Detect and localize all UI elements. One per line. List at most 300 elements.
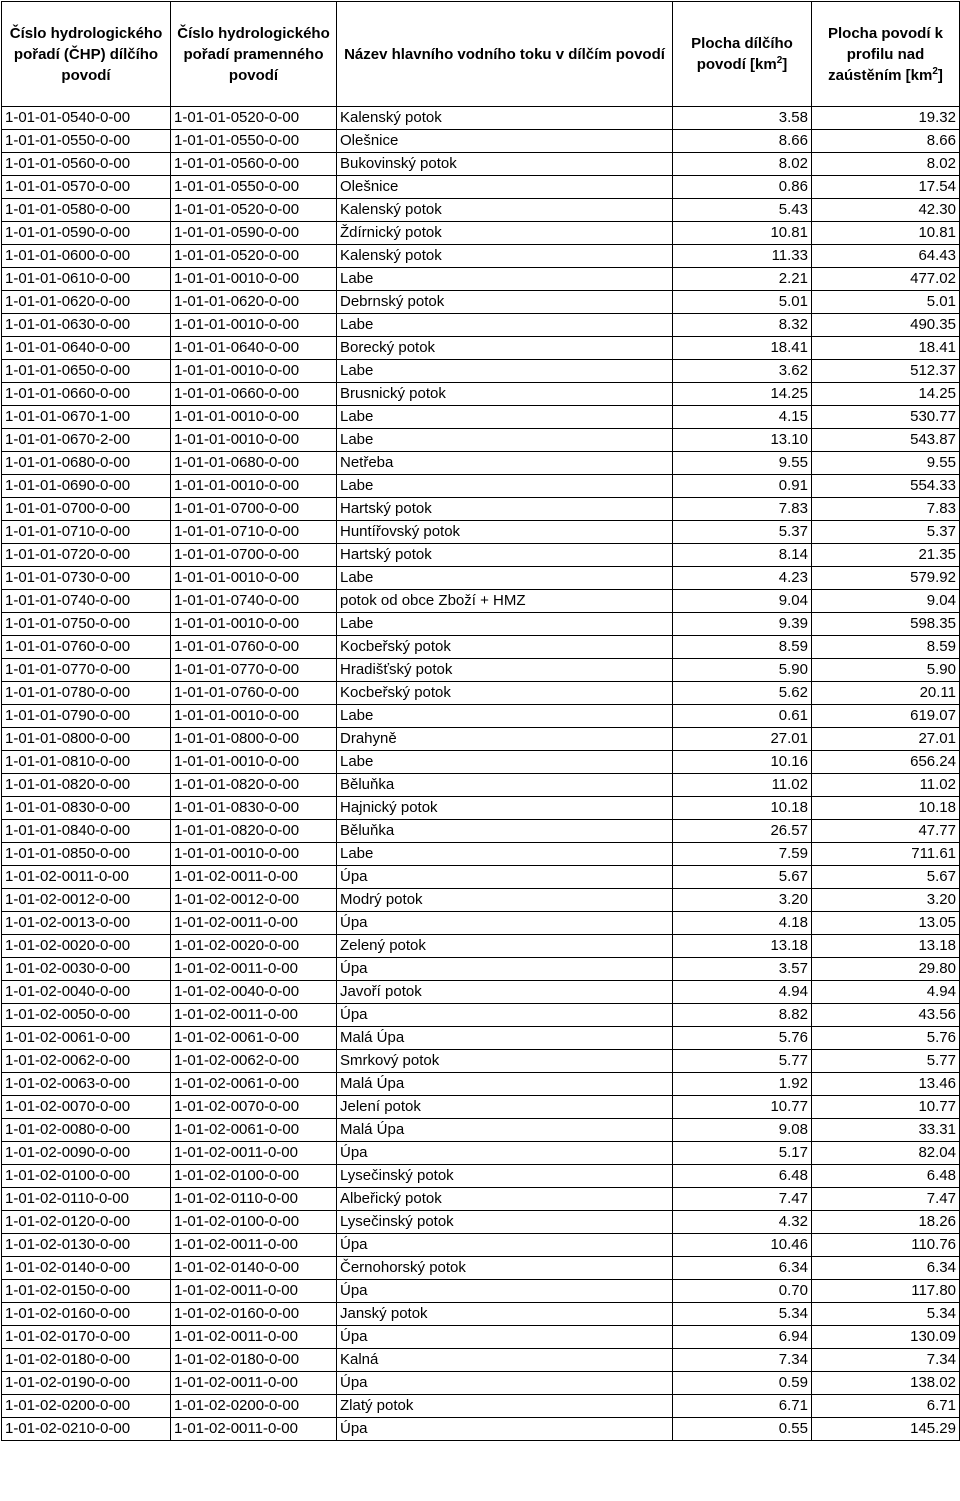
plocha-dilciho-cell: 10.77 <box>673 1096 812 1119</box>
header-plocha-dilciho-end: ] <box>782 56 788 73</box>
nazev-toku-cell: Malá Úpa <box>337 1119 673 1142</box>
chp-dilciho-cell: 1-01-01-0650-0-00 <box>2 360 171 383</box>
plocha-dilciho-cell: 1.92 <box>673 1073 812 1096</box>
plocha-dilciho-cell: 10.16 <box>673 751 812 774</box>
chp-pramenneho-cell: 1-01-01-0520-0-00 <box>171 245 337 268</box>
table-row <box>2 1303 960 1326</box>
header-plocha-dilciho-sup: 2 <box>776 55 783 66</box>
chp-dilciho-cell: 1-01-02-0200-0-00 <box>2 1395 171 1418</box>
chp-dilciho-cell: 1-01-02-0110-0-00 <box>2 1188 171 1211</box>
plocha-dilciho-cell: 3.20 <box>673 889 812 912</box>
plocha-profilu-cell: 543.87 <box>812 429 960 452</box>
table-row <box>2 1418 960 1441</box>
plocha-dilciho-cell: 5.90 <box>673 659 812 682</box>
chp-dilciho-cell: 1-01-02-0011-0-00 <box>2 866 171 889</box>
chp-pramenneho-cell: 1-01-01-0010-0-00 <box>171 268 337 291</box>
table-row <box>2 1073 960 1096</box>
plocha-dilciho-cell: 27.01 <box>673 728 812 751</box>
chp-dilciho-cell: 1-01-01-0710-0-00 <box>2 521 171 544</box>
plocha-dilciho-cell: 0.91 <box>673 475 812 498</box>
chp-pramenneho-cell: 1-01-01-0760-0-00 <box>171 682 337 705</box>
nazev-toku-cell: Kalenský potok <box>337 245 673 268</box>
table-row <box>2 866 960 889</box>
plocha-profilu-cell: 47.77 <box>812 820 960 843</box>
chp-pramenneho-cell: 1-01-01-0010-0-00 <box>171 429 337 452</box>
chp-dilciho-cell: 1-01-01-0780-0-00 <box>2 682 171 705</box>
table-row <box>2 1188 960 1211</box>
nazev-toku-cell: Kocbeřský potok <box>337 682 673 705</box>
chp-pramenneho-cell: 1-01-02-0180-0-00 <box>171 1349 337 1372</box>
chp-pramenneho-cell: 1-01-01-0820-0-00 <box>171 820 337 843</box>
plocha-dilciho-cell: 8.82 <box>673 1004 812 1027</box>
plocha-dilciho-cell: 9.39 <box>673 613 812 636</box>
nazev-toku-cell: Malá Úpa <box>337 1027 673 1050</box>
chp-pramenneho-cell: 1-01-01-0550-0-00 <box>171 130 337 153</box>
nazev-toku-cell: Úpa <box>337 1142 673 1165</box>
plocha-dilciho-cell: 8.02 <box>673 153 812 176</box>
chp-dilciho-cell: 1-01-02-0150-0-00 <box>2 1280 171 1303</box>
plocha-dilciho-cell: 5.76 <box>673 1027 812 1050</box>
chp-pramenneho-cell: 1-01-02-0200-0-00 <box>171 1395 337 1418</box>
chp-pramenneho-cell: 1-01-01-0700-0-00 <box>171 498 337 521</box>
plocha-dilciho-cell: 5.01 <box>673 291 812 314</box>
plocha-profilu-cell: 9.04 <box>812 590 960 613</box>
plocha-profilu-cell: 711.61 <box>812 843 960 866</box>
plocha-profilu-cell: 6.48 <box>812 1165 960 1188</box>
plocha-dilciho-cell: 9.55 <box>673 452 812 475</box>
chp-dilciho-cell: 1-01-01-0660-0-00 <box>2 383 171 406</box>
header-chp-pramenneho: Číslo hydrologického pořadí pramenného povodí <box>171 2 337 107</box>
chp-dilciho-cell: 1-01-02-0080-0-00 <box>2 1119 171 1142</box>
chp-pramenneho-cell: 1-01-02-0160-0-00 <box>171 1303 337 1326</box>
plocha-profilu-cell: 10.81 <box>812 222 960 245</box>
chp-pramenneho-cell: 1-01-02-0011-0-00 <box>171 1326 337 1349</box>
table-row <box>2 889 960 912</box>
chp-dilciho-cell: 1-01-02-0040-0-00 <box>2 981 171 1004</box>
table-row <box>2 1326 960 1349</box>
nazev-toku-cell: Hartský potok <box>337 544 673 567</box>
chp-pramenneho-cell: 1-01-01-0520-0-00 <box>171 107 337 130</box>
table-row <box>2 360 960 383</box>
chp-pramenneho-cell: 1-01-01-0760-0-00 <box>171 636 337 659</box>
chp-dilciho-cell: 1-01-02-0020-0-00 <box>2 935 171 958</box>
nazev-toku-cell: Labe <box>337 314 673 337</box>
nazev-toku-cell: Běluňka <box>337 820 673 843</box>
header-plocha-profilu <box>812 2 960 107</box>
chp-pramenneho-cell: 1-01-02-0061-0-00 <box>171 1119 337 1142</box>
plocha-profilu-cell: 64.43 <box>812 245 960 268</box>
chp-pramenneho-cell: 1-01-02-0062-0-00 <box>171 1050 337 1073</box>
header-plocha-profilu-text: Plocha povodí k profilu nad zaústěním [km <box>827 24 944 84</box>
nazev-toku-cell: Úpa <box>337 866 673 889</box>
table-row <box>2 291 960 314</box>
chp-pramenneho-cell: 1-01-01-0520-0-00 <box>171 199 337 222</box>
chp-dilciho-cell: 1-01-01-0640-0-00 <box>2 337 171 360</box>
plocha-dilciho-cell: 0.61 <box>673 705 812 728</box>
table-row <box>2 613 960 636</box>
plocha-profilu-cell: 512.37 <box>812 360 960 383</box>
plocha-dilciho-cell: 3.57 <box>673 958 812 981</box>
chp-dilciho-cell: 1-01-01-0750-0-00 <box>2 613 171 636</box>
plocha-profilu-cell: 554.33 <box>812 475 960 498</box>
plocha-profilu-cell: 490.35 <box>812 314 960 337</box>
plocha-profilu-cell: 9.55 <box>812 452 960 475</box>
chp-dilciho-cell: 1-01-01-0600-0-00 <box>2 245 171 268</box>
nazev-toku-cell: Běluňka <box>337 774 673 797</box>
plocha-dilciho-cell: 7.83 <box>673 498 812 521</box>
plocha-profilu-cell: 477.02 <box>812 268 960 291</box>
chp-dilciho-cell: 1-01-01-0740-0-00 <box>2 590 171 613</box>
chp-pramenneho-cell: 1-01-01-0010-0-00 <box>171 613 337 636</box>
chp-pramenneho-cell: 1-01-02-0100-0-00 <box>171 1211 337 1234</box>
header-plocha-dilciho-text: Plocha dílčího povodí [km <box>691 35 793 73</box>
plocha-profilu-cell: 7.34 <box>812 1349 960 1372</box>
nazev-toku-cell: Netřeba <box>337 452 673 475</box>
plocha-dilciho-cell: 5.77 <box>673 1050 812 1073</box>
chp-dilciho-cell: 1-01-01-0720-0-00 <box>2 544 171 567</box>
plocha-dilciho-cell: 3.62 <box>673 360 812 383</box>
chp-pramenneho-cell: 1-01-02-0011-0-00 <box>171 866 337 889</box>
plocha-profilu-cell: 656.24 <box>812 751 960 774</box>
plocha-dilciho-cell: 10.81 <box>673 222 812 245</box>
plocha-dilciho-cell: 4.15 <box>673 406 812 429</box>
plocha-dilciho-cell: 0.59 <box>673 1372 812 1395</box>
table-row <box>2 130 960 153</box>
plocha-profilu-cell: 42.30 <box>812 199 960 222</box>
nazev-toku-cell: Černohorský potok <box>337 1257 673 1280</box>
plocha-dilciho-cell: 6.94 <box>673 1326 812 1349</box>
table-row <box>2 337 960 360</box>
chp-pramenneho-cell: 1-01-02-0012-0-00 <box>171 889 337 912</box>
chp-dilciho-cell: 1-01-02-0063-0-00 <box>2 1073 171 1096</box>
plocha-profilu-cell: 8.02 <box>812 153 960 176</box>
table-row <box>2 176 960 199</box>
chp-pramenneho-cell: 1-01-01-0560-0-00 <box>171 153 337 176</box>
plocha-dilciho-cell: 8.66 <box>673 130 812 153</box>
table-row <box>2 843 960 866</box>
plocha-dilciho-cell: 18.41 <box>673 337 812 360</box>
chp-pramenneho-cell: 1-01-02-0040-0-00 <box>171 981 337 1004</box>
plocha-dilciho-cell: 2.21 <box>673 268 812 291</box>
plocha-profilu-cell: 13.05 <box>812 912 960 935</box>
nazev-toku-cell: Lysečinský potok <box>337 1165 673 1188</box>
table-row <box>2 1234 960 1257</box>
plocha-dilciho-cell: 9.04 <box>673 590 812 613</box>
chp-pramenneho-cell: 1-01-01-0800-0-00 <box>171 728 337 751</box>
chp-pramenneho-cell: 1-01-01-0640-0-00 <box>171 337 337 360</box>
plocha-profilu-cell: 17.54 <box>812 176 960 199</box>
nazev-toku-cell: Kocbeřský potok <box>337 636 673 659</box>
plocha-dilciho-cell: 4.32 <box>673 1211 812 1234</box>
header-chp-dilciho: Číslo hydrologického pořadí (ČHP) dílčího povodí <box>2 2 171 107</box>
plocha-profilu-cell: 8.66 <box>812 130 960 153</box>
plocha-profilu-cell: 598.35 <box>812 613 960 636</box>
plocha-profilu-cell: 10.18 <box>812 797 960 820</box>
nazev-toku-cell: Kalná <box>337 1349 673 1372</box>
nazev-toku-cell: Modrý potok <box>337 889 673 912</box>
table-row <box>2 383 960 406</box>
nazev-toku-cell: Olešnice <box>337 130 673 153</box>
header-plocha-dilciho <box>673 2 812 107</box>
chp-pramenneho-cell: 1-01-01-0700-0-00 <box>171 544 337 567</box>
nazev-toku-cell: Borecký potok <box>337 337 673 360</box>
plocha-profilu-cell: 13.46 <box>812 1073 960 1096</box>
nazev-toku-cell: Javoří potok <box>337 981 673 1004</box>
plocha-dilciho-cell: 11.02 <box>673 774 812 797</box>
table-row <box>2 153 960 176</box>
nazev-toku-cell: Labe <box>337 406 673 429</box>
table-row <box>2 1119 960 1142</box>
plocha-dilciho-cell: 4.18 <box>673 912 812 935</box>
plocha-profilu-cell: 18.41 <box>812 337 960 360</box>
plocha-dilciho-cell: 5.34 <box>673 1303 812 1326</box>
chp-pramenneho-cell: 1-01-02-0011-0-00 <box>171 1418 337 1441</box>
table-row <box>2 728 960 751</box>
nazev-toku-cell: Zelený potok <box>337 935 673 958</box>
plocha-dilciho-cell: 7.47 <box>673 1188 812 1211</box>
chp-pramenneho-cell: 1-01-01-0680-0-00 <box>171 452 337 475</box>
nazev-toku-cell: Úpa <box>337 1326 673 1349</box>
plocha-profilu-cell: 5.01 <box>812 291 960 314</box>
nazev-toku-cell: Labe <box>337 268 673 291</box>
plocha-profilu-cell: 5.34 <box>812 1303 960 1326</box>
chp-dilciho-cell: 1-01-01-0610-0-00 <box>2 268 171 291</box>
plocha-dilciho-cell: 8.14 <box>673 544 812 567</box>
chp-dilciho-cell: 1-01-02-0090-0-00 <box>2 1142 171 1165</box>
plocha-dilciho-cell: 0.86 <box>673 176 812 199</box>
table-row <box>2 935 960 958</box>
plocha-profilu-cell: 579.92 <box>812 567 960 590</box>
table-row <box>2 705 960 728</box>
chp-pramenneho-cell: 1-01-02-0110-0-00 <box>171 1188 337 1211</box>
plocha-profilu-cell: 27.01 <box>812 728 960 751</box>
plocha-dilciho-cell: 9.08 <box>673 1119 812 1142</box>
chp-pramenneho-cell: 1-01-01-0010-0-00 <box>171 360 337 383</box>
plocha-profilu-cell: 19.32 <box>812 107 960 130</box>
chp-dilciho-cell: 1-01-02-0012-0-00 <box>2 889 171 912</box>
plocha-dilciho-cell: 6.34 <box>673 1257 812 1280</box>
nazev-toku-cell: Albeřický potok <box>337 1188 673 1211</box>
plocha-profilu-cell: 138.02 <box>812 1372 960 1395</box>
plocha-profilu-cell: 145.29 <box>812 1418 960 1441</box>
plocha-profilu-cell: 7.83 <box>812 498 960 521</box>
table-row <box>2 912 960 935</box>
chp-dilciho-cell: 1-01-01-0670-1-00 <box>2 406 171 429</box>
plocha-dilciho-cell: 14.25 <box>673 383 812 406</box>
plocha-profilu-cell: 20.11 <box>812 682 960 705</box>
catchment-table <box>1 1 960 1441</box>
nazev-toku-cell: Úpa <box>337 1418 673 1441</box>
chp-dilciho-cell: 1-01-01-0700-0-00 <box>2 498 171 521</box>
chp-pramenneho-cell: 1-01-01-0620-0-00 <box>171 291 337 314</box>
table-row <box>2 797 960 820</box>
chp-dilciho-cell: 1-01-01-0670-2-00 <box>2 429 171 452</box>
table-row <box>2 222 960 245</box>
table-row <box>2 1395 960 1418</box>
plocha-dilciho-cell: 7.34 <box>673 1349 812 1372</box>
chp-dilciho-cell: 1-01-01-0770-0-00 <box>2 659 171 682</box>
nazev-toku-cell: Labe <box>337 567 673 590</box>
nazev-toku-cell: Jelení potok <box>337 1096 673 1119</box>
nazev-toku-cell: Úpa <box>337 1004 673 1027</box>
chp-pramenneho-cell: 1-01-01-0770-0-00 <box>171 659 337 682</box>
table-row <box>2 107 960 130</box>
chp-pramenneho-cell: 1-01-02-0070-0-00 <box>171 1096 337 1119</box>
chp-dilciho-cell: 1-01-01-0850-0-00 <box>2 843 171 866</box>
plocha-profilu-cell: 29.80 <box>812 958 960 981</box>
table-row <box>2 1211 960 1234</box>
plocha-profilu-cell: 6.71 <box>812 1395 960 1418</box>
table-row <box>2 199 960 222</box>
chp-pramenneho-cell: 1-01-02-0061-0-00 <box>171 1073 337 1096</box>
plocha-profilu-cell: 4.94 <box>812 981 960 1004</box>
chp-pramenneho-cell: 1-01-01-0710-0-00 <box>171 521 337 544</box>
chp-dilciho-cell: 1-01-01-0830-0-00 <box>2 797 171 820</box>
nazev-toku-cell: Smrkový potok <box>337 1050 673 1073</box>
plocha-dilciho-cell: 5.67 <box>673 866 812 889</box>
nazev-toku-cell: Drahyně <box>337 728 673 751</box>
chp-pramenneho-cell: 1-01-01-0010-0-00 <box>171 567 337 590</box>
nazev-toku-cell: Debrnský potok <box>337 291 673 314</box>
table-row <box>2 498 960 521</box>
chp-dilciho-cell: 1-01-01-0790-0-00 <box>2 705 171 728</box>
plocha-profilu-cell: 130.09 <box>812 1326 960 1349</box>
plocha-profilu-cell: 11.02 <box>812 774 960 797</box>
chp-dilciho-cell: 1-01-02-0180-0-00 <box>2 1349 171 1372</box>
plocha-dilciho-cell: 10.46 <box>673 1234 812 1257</box>
table-row <box>2 406 960 429</box>
table-row <box>2 1142 960 1165</box>
plocha-dilciho-cell: 5.43 <box>673 199 812 222</box>
plocha-dilciho-cell: 5.62 <box>673 682 812 705</box>
chp-dilciho-cell: 1-01-02-0140-0-00 <box>2 1257 171 1280</box>
plocha-profilu-cell: 14.25 <box>812 383 960 406</box>
chp-dilciho-cell: 1-01-02-0061-0-00 <box>2 1027 171 1050</box>
table-header <box>2 2 960 107</box>
nazev-toku-cell: Janský potok <box>337 1303 673 1326</box>
plocha-profilu-cell: 8.59 <box>812 636 960 659</box>
chp-pramenneho-cell: 1-01-02-0011-0-00 <box>171 1280 337 1303</box>
nazev-toku-cell: Labe <box>337 705 673 728</box>
chp-dilciho-cell: 1-01-02-0190-0-00 <box>2 1372 171 1395</box>
nazev-toku-cell: Labe <box>337 751 673 774</box>
table-row <box>2 1372 960 1395</box>
nazev-toku-cell: Úpa <box>337 1372 673 1395</box>
chp-pramenneho-cell: 1-01-02-0100-0-00 <box>171 1165 337 1188</box>
plocha-profilu-cell: 43.56 <box>812 1004 960 1027</box>
chp-pramenneho-cell: 1-01-01-0010-0-00 <box>171 751 337 774</box>
chp-dilciho-cell: 1-01-01-0540-0-00 <box>2 107 171 130</box>
table-row <box>2 636 960 659</box>
nazev-toku-cell: Labe <box>337 475 673 498</box>
chp-pramenneho-cell: 1-01-02-0061-0-00 <box>171 1027 337 1050</box>
chp-pramenneho-cell: 1-01-01-0010-0-00 <box>171 406 337 429</box>
chp-dilciho-cell: 1-01-02-0210-0-00 <box>2 1418 171 1441</box>
chp-dilciho-cell: 1-01-01-0800-0-00 <box>2 728 171 751</box>
plocha-dilciho-cell: 8.59 <box>673 636 812 659</box>
chp-dilciho-cell: 1-01-01-0560-0-00 <box>2 153 171 176</box>
chp-pramenneho-cell: 1-01-01-0010-0-00 <box>171 705 337 728</box>
table-row <box>2 521 960 544</box>
plocha-profilu-cell: 619.07 <box>812 705 960 728</box>
chp-dilciho-cell: 1-01-01-0690-0-00 <box>2 475 171 498</box>
table-row <box>2 1257 960 1280</box>
plocha-dilciho-cell: 5.37 <box>673 521 812 544</box>
header-row <box>2 2 960 107</box>
table-row <box>2 452 960 475</box>
plocha-profilu-cell: 13.18 <box>812 935 960 958</box>
plocha-profilu-cell: 10.77 <box>812 1096 960 1119</box>
nazev-toku-cell: Úpa <box>337 958 673 981</box>
plocha-dilciho-cell: 4.94 <box>673 981 812 1004</box>
chp-pramenneho-cell: 1-01-01-0590-0-00 <box>171 222 337 245</box>
table-row <box>2 659 960 682</box>
plocha-profilu-cell: 5.76 <box>812 1027 960 1050</box>
table-row <box>2 590 960 613</box>
plocha-dilciho-cell: 6.71 <box>673 1395 812 1418</box>
table-row <box>2 429 960 452</box>
chp-pramenneho-cell: 1-01-02-0011-0-00 <box>171 1234 337 1257</box>
table-row <box>2 314 960 337</box>
plocha-profilu-cell: 82.04 <box>812 1142 960 1165</box>
chp-dilciho-cell: 1-01-01-0620-0-00 <box>2 291 171 314</box>
nazev-toku-cell: Hradišťský potok <box>337 659 673 682</box>
plocha-profilu-cell: 110.76 <box>812 1234 960 1257</box>
chp-dilciho-cell: 1-01-01-0730-0-00 <box>2 567 171 590</box>
table-row <box>2 1004 960 1027</box>
chp-dilciho-cell: 1-01-01-0810-0-00 <box>2 751 171 774</box>
plocha-profilu-cell: 117.80 <box>812 1280 960 1303</box>
table-row <box>2 1280 960 1303</box>
chp-dilciho-cell: 1-01-01-0820-0-00 <box>2 774 171 797</box>
plocha-profilu-cell: 5.77 <box>812 1050 960 1073</box>
nazev-toku-cell: Úpa <box>337 912 673 935</box>
plocha-profilu-cell: 5.90 <box>812 659 960 682</box>
plocha-dilciho-cell: 13.18 <box>673 935 812 958</box>
plocha-dilciho-cell: 0.55 <box>673 1418 812 1441</box>
chp-dilciho-cell: 1-01-02-0100-0-00 <box>2 1165 171 1188</box>
chp-dilciho-cell: 1-01-02-0070-0-00 <box>2 1096 171 1119</box>
table-row <box>2 1165 960 1188</box>
chp-dilciho-cell: 1-01-02-0120-0-00 <box>2 1211 171 1234</box>
chp-pramenneho-cell: 1-01-02-0011-0-00 <box>171 1142 337 1165</box>
plocha-profilu-cell: 21.35 <box>812 544 960 567</box>
nazev-toku-cell: Kalenský potok <box>337 107 673 130</box>
chp-pramenneho-cell: 1-01-02-0011-0-00 <box>171 958 337 981</box>
nazev-toku-cell: Ždírnický potok <box>337 222 673 245</box>
nazev-toku-cell: Bukovinský potok <box>337 153 673 176</box>
chp-dilciho-cell: 1-01-01-0630-0-00 <box>2 314 171 337</box>
table-row <box>2 981 960 1004</box>
chp-dilciho-cell: 1-01-01-0570-0-00 <box>2 176 171 199</box>
chp-dilciho-cell: 1-01-01-0550-0-00 <box>2 130 171 153</box>
chp-dilciho-cell: 1-01-02-0062-0-00 <box>2 1050 171 1073</box>
plocha-profilu-cell: 6.34 <box>812 1257 960 1280</box>
table-row <box>2 475 960 498</box>
chp-dilciho-cell: 1-01-02-0160-0-00 <box>2 1303 171 1326</box>
table-row <box>2 820 960 843</box>
nazev-toku-cell: Labe <box>337 843 673 866</box>
nazev-toku-cell: Labe <box>337 613 673 636</box>
plocha-profilu-cell: 5.67 <box>812 866 960 889</box>
chp-dilciho-cell: 1-01-01-0590-0-00 <box>2 222 171 245</box>
chp-pramenneho-cell: 1-01-01-0740-0-00 <box>171 590 337 613</box>
nazev-toku-cell: potok od obce Zboží + HMZ <box>337 590 673 613</box>
header-plocha-profilu-sup: 2 <box>932 65 938 77</box>
chp-dilciho-cell: 1-01-02-0050-0-00 <box>2 1004 171 1027</box>
plocha-profilu-cell: 5.37 <box>812 521 960 544</box>
chp-dilciho-cell: 1-01-02-0030-0-00 <box>2 958 171 981</box>
